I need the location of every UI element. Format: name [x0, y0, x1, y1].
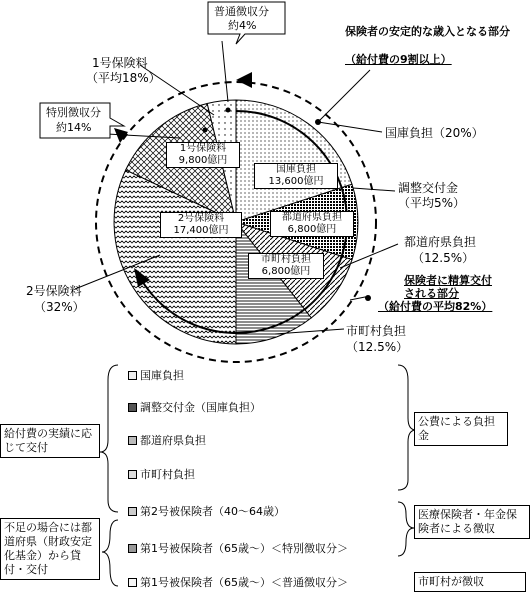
prefecture-box-name: 都道府県負担 [282, 212, 342, 223]
note-shortfall: 不足の場合には都道府県（財政安定化基金）から貸付・交付 [0, 518, 100, 580]
type2-premium-label: 2号保険料 [26, 284, 82, 298]
type2-premium-share: （32%） [34, 300, 85, 314]
prefecture-share: （12.5%） [412, 251, 475, 265]
type1-premium-label: 1号保険料 [92, 56, 148, 70]
municipal-share: （12.5%） [346, 340, 409, 354]
normal-collection-share: 約4% [228, 19, 257, 32]
national-box-amount: 13,600億円 [268, 176, 324, 187]
legend-item-type2: 第2号被保険者（40～64歳） [128, 505, 285, 518]
type1-amount-box [166, 142, 240, 168]
prefecture-box-amount: 6,800億円 [287, 224, 337, 235]
settled-grant-callout-3: （給付費の平均82%） [378, 300, 493, 313]
legend-swatch [128, 436, 137, 445]
legend-item-adjustment: 調整交付金（国庫負担） [128, 401, 261, 414]
municipal-box-amount: 6,800億円 [261, 266, 311, 277]
type2-box-amount: 17,400億円 [173, 225, 229, 236]
legend-swatch [128, 578, 137, 587]
national-box-name: 国庫負担 [276, 164, 316, 175]
special-collection-share: 約14% [56, 121, 92, 134]
normal-collection-label: 普通徴収分 [214, 5, 269, 18]
legend-swatch [128, 507, 137, 516]
legend-item-special: 第1号被保険者（65歳～）＜特別徴収分＞ [128, 542, 348, 555]
stable-income-callout: 保険者の安定的な歳入となる部分 [345, 25, 510, 38]
prefecture-amount-box [270, 211, 354, 237]
adjustment-label: 調整交付金 [398, 181, 459, 195]
municipal-label: 市町村負担 [346, 324, 407, 338]
legend-item-national: 国庫負担 [128, 369, 184, 382]
stable-income-callout-note: （給付費の9割以上） [345, 53, 452, 66]
settled-grant-callout-2: される部分 [404, 287, 459, 300]
note-actual-payment: 給付費の実績に応じて交付 [0, 424, 100, 458]
type1-box-amount: 9,800億円 [178, 155, 228, 166]
note-insurer-collection: 医療保険者・年金保険者による徴収 [414, 505, 530, 539]
note-public-burden: 公費による負担金 [414, 412, 508, 446]
legend-item-municipal: 市町村負担 [128, 468, 195, 481]
legend-swatch [128, 403, 137, 412]
type2-box-name: 2号保険料 [177, 213, 225, 224]
national-amount-box [254, 163, 338, 189]
type1-premium-share: （平均18%） [86, 71, 161, 85]
legend-swatch [128, 371, 137, 380]
legend-swatch [128, 470, 137, 479]
note-municipal-collection: 市町村が徴収 [414, 572, 526, 592]
prefecture-label: 都道府県負担 [404, 235, 477, 249]
municipal-box-name: 市町村負担 [261, 254, 311, 265]
national-label: 国庫負担（20%） [385, 126, 484, 140]
adjustment-share: （平均5%） [398, 196, 466, 210]
legend-item-prefecture: 都道府県負担 [128, 434, 206, 447]
legend-item-normal: 第1号被保険者（65歳～）＜普通徴収分＞ [128, 576, 348, 589]
municipal-amount-box [248, 253, 324, 279]
legend-swatch [128, 544, 137, 553]
settled-grant-callout-1: 保険者に精算交付 [404, 274, 492, 287]
special-collection-label: 特別徴収分 [46, 106, 101, 119]
type1-box-name: 1号保険料 [179, 143, 227, 154]
type2-amount-box [160, 212, 242, 238]
